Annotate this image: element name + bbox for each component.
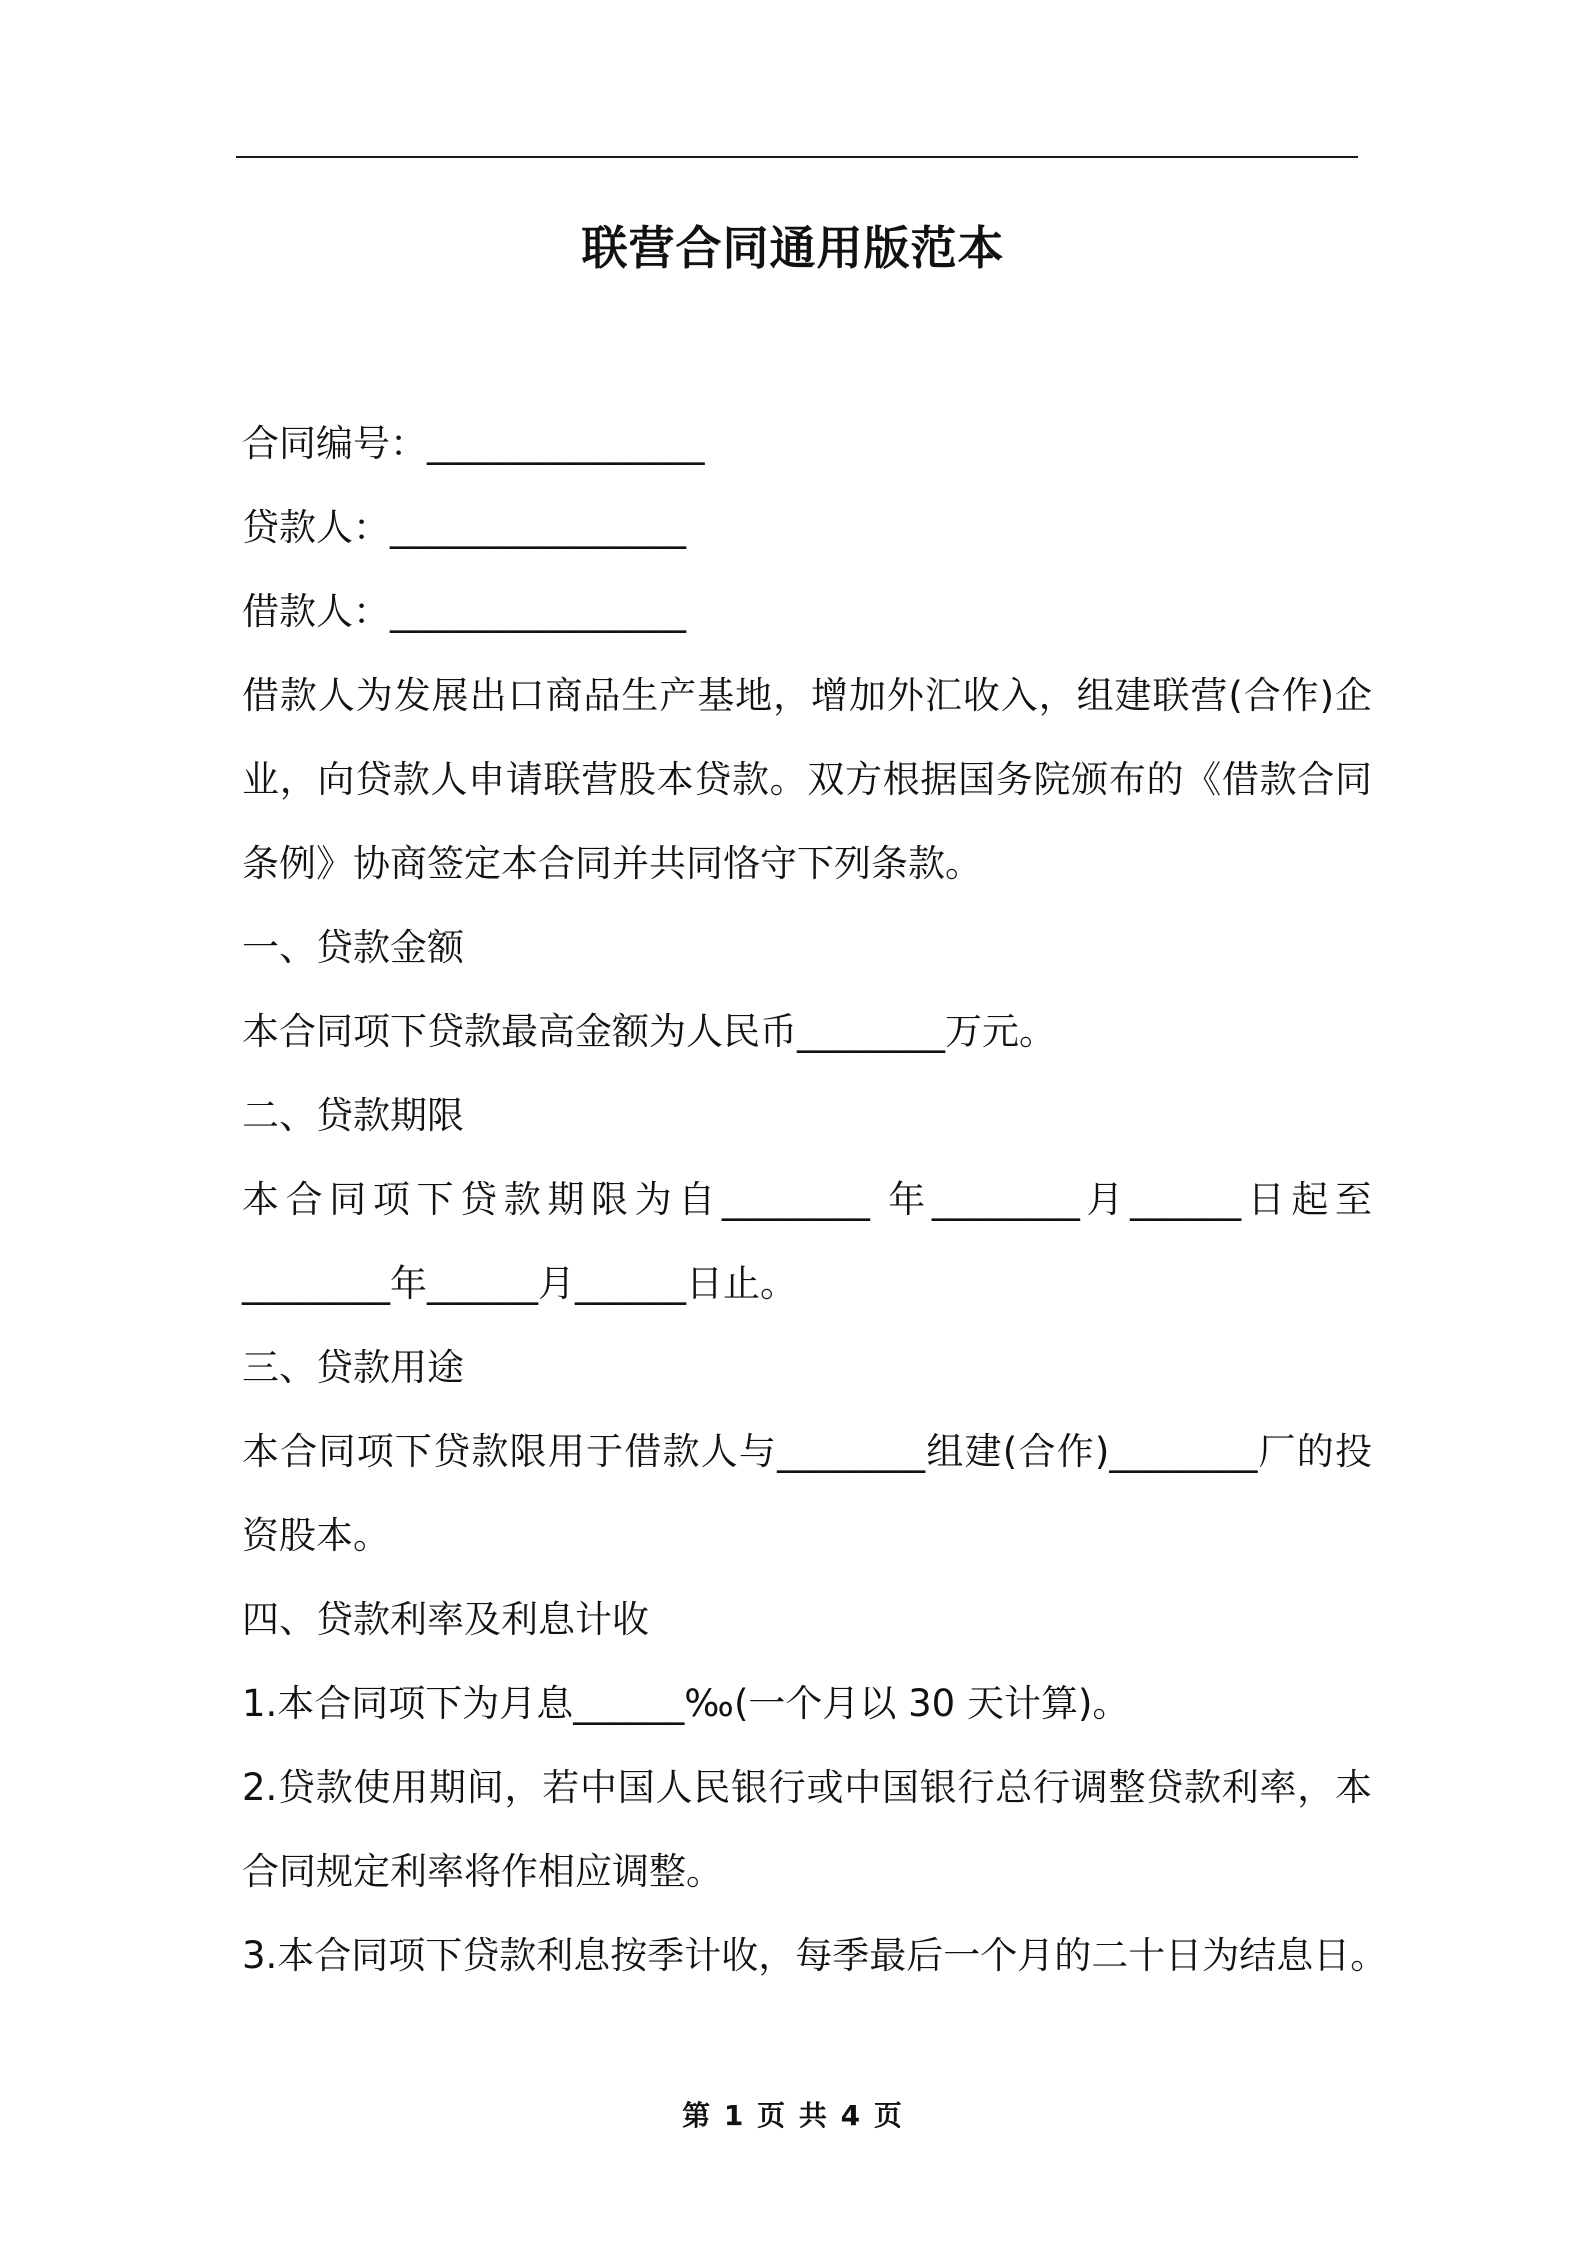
section-heading-loan-amount: 一、贷款金额 bbox=[242, 926, 464, 969]
loan-amount-clause: 本合同项下贷款最高金额为人民币________万元。 bbox=[242, 1010, 1056, 1053]
borrower-field: 借款人：________________ bbox=[242, 590, 686, 633]
lender-field: 贷款人：________________ bbox=[242, 506, 686, 549]
page-number: 第 1 页 共 4 页 bbox=[682, 2099, 904, 2132]
document-body bbox=[242, 402, 1388, 1998]
section-heading-loan-term: 二、贷款期限 bbox=[242, 1094, 464, 1137]
header-rule bbox=[236, 156, 1358, 158]
interest-clause-2: 2.贷款使用期间，若中国人民银行或中国银行总行调整贷款利率，本合同规定利率将作相应调整。 bbox=[242, 1766, 1372, 1893]
preamble-paragraph: 借款人为发展出口商品生产基地，增加外汇收入，组建联营(合作)企业，向贷款人申请联营股本贷款。双方根据国务院颁布的《借款合同条例》协商签定本合同并共同恪守下列条款。 bbox=[242, 674, 1372, 885]
loan-purpose-clause: 本合同项下贷款限用于借款人与________组建(合作)________厂的投资股本。 bbox=[242, 1430, 1372, 1557]
interest-clause-3: 3.本合同项下贷款利息按季计收，每季最后一个月的二十日为结息日。 bbox=[242, 1934, 1388, 1977]
interest-clause-1: 1.本合同项下为月息______‰(一个月以 30 天计算)。 bbox=[242, 1682, 1130, 1725]
loan-term-clause: 本合同项下贷款期限为自________ 年________月______日起至________年______月______日止。 bbox=[242, 1178, 1372, 1305]
contract-number-field: 合同编号：_______________ bbox=[242, 422, 705, 465]
document-title: 联营合同通用版范本 bbox=[581, 221, 1005, 275]
section-heading-loan-purpose: 三、贷款用途 bbox=[242, 1346, 464, 1389]
section-heading-interest: 四、贷款利率及利息计收 bbox=[242, 1598, 649, 1641]
